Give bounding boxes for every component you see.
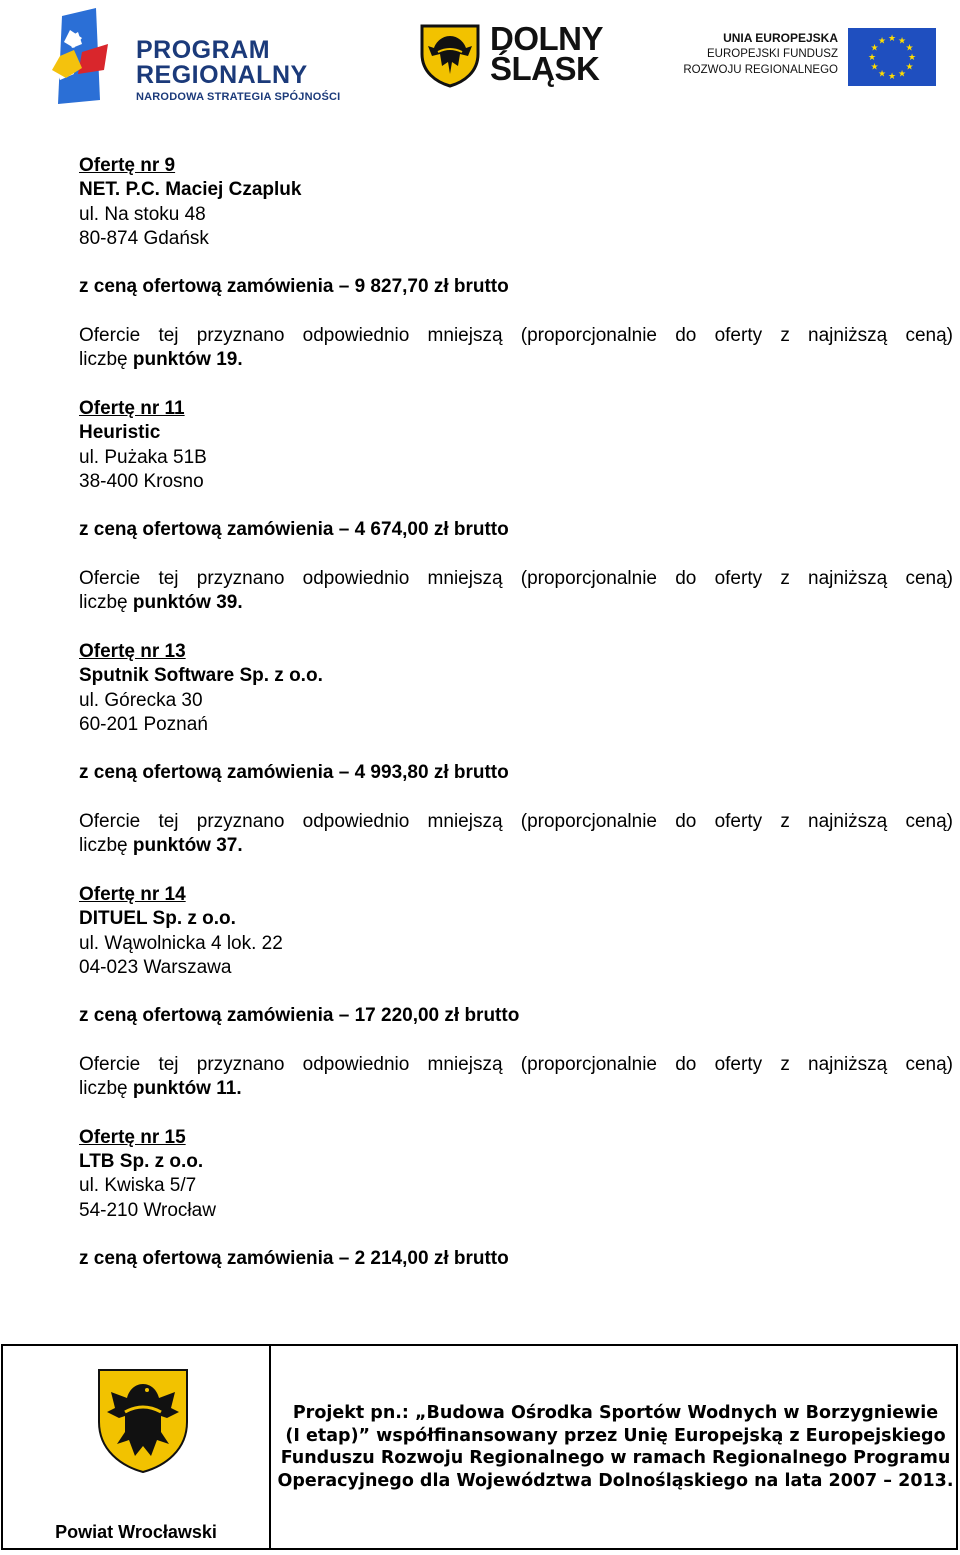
project-line: Funduszu Rozwoju Regionalnego w ramach Regionalnego Programu: [280, 1448, 951, 1468]
program-regionalny-emblem-icon: [52, 8, 136, 108]
offer-block: [79, 640, 953, 883]
offer-price: z ceną ofertową zamówienia – 9 827,70 zł brutto: [79, 276, 509, 298]
dolny-slask-logo: [418, 22, 618, 92]
offer-number: Ofertę nr 9: [79, 155, 176, 176]
page-header: [0, 0, 960, 120]
svg-text:★: ★: [907, 53, 917, 63]
svg-text:★: ★: [870, 62, 879, 73]
offer-price: z ceną ofertową zamówienia – 4 993,80 zł brutto: [79, 762, 509, 784]
svg-text:★: ★: [897, 69, 907, 80]
offer-company: Heuristic: [79, 422, 161, 444]
eu-fund-line: EUROPEJSKI FUNDUSZ: [707, 48, 838, 60]
offer-points-text: Ofercie tej przyznano odpowiednio mniejszą (proporcjonalnie do oferty z najniższą ceną): [79, 325, 953, 347]
svg-text:★: ★: [905, 43, 914, 54]
offer-block: [79, 397, 953, 640]
svg-text:★: ★: [887, 72, 897, 82]
offer-number: Ofertę nr 13: [79, 640, 186, 662]
offer-points-value: punktów 37.: [132, 835, 243, 857]
svg-text:★: ★: [887, 34, 897, 44]
project-description: [271, 1402, 960, 1492]
eu-title: UNIA EUROPEJSKA: [723, 31, 838, 45]
svg-text:★: ★: [877, 69, 887, 80]
eu-flag-icon: [848, 28, 936, 86]
offer-points-prefix: liczbę: [79, 592, 128, 614]
offer-city: 54-210 Wrocław: [79, 1199, 216, 1221]
offer-street: ul. Pużaka 51B: [79, 446, 207, 468]
eu-fund-logo: [678, 28, 938, 88]
offer-company: DITUEL Sp. z o.o.: [79, 908, 236, 930]
offer-block: [79, 883, 953, 1126]
offer-points-text: Ofercie tej przyznano odpowiednio mniejszą (proporcjonalnie do oferty z najniższą ceną): [79, 568, 953, 590]
eu-development-line: ROZWOJU REGIONALNEGO: [683, 64, 838, 76]
program-title-line1: PROGRAM: [136, 36, 271, 64]
svg-text:★: ★: [897, 36, 907, 47]
offer-points-value: punktów 19.: [132, 349, 243, 371]
program-regionalny-logo: [52, 8, 362, 108]
offer-company: NET. P.C. Maciej Czapluk: [79, 179, 302, 201]
offer-block: [79, 154, 953, 397]
dolny-slask-shield-icon: [418, 22, 482, 88]
project-line: Projekt pn.: „Budowa Ośrodka Sportów Wodnych w Borzygniewie: [292, 1403, 939, 1423]
project-line: Operacyjnego dla Województwa Dolnośląskiego na lata 2007 – 2013.: [277, 1470, 954, 1491]
region-name-line1: DOLNY: [490, 20, 603, 57]
offer-points-prefix: liczbę: [79, 1078, 128, 1100]
offer-points-text: Ofercie tej przyznano odpowiednio mniejszą (proporcjonalnie do oferty z najniższą ceną): [79, 811, 953, 833]
offer-city: 38-400 Krosno: [79, 470, 204, 492]
page-footer: [1, 1344, 958, 1550]
offer-company: Sputnik Software Sp. z o.o.: [79, 665, 323, 687]
offer-points: [79, 348, 953, 372]
offer-city: 04-023 Warszawa: [79, 956, 232, 978]
offer-points: [79, 591, 953, 615]
offer-points-prefix: liczbę: [79, 349, 128, 371]
offer-points-text: Ofercie tej przyznano odpowiednio mniejszą (proporcjonalnie do oferty z najniższą ceną): [79, 1053, 953, 1075]
offer-street: ul. Wąwolnicka 4 lok. 22: [79, 932, 283, 954]
project-line: (I etap)” współfinansowany przez Unię Europejską z Europejskiego: [285, 1425, 946, 1446]
svg-text:★: ★: [877, 36, 887, 47]
offer-city: 80-874 Gdańsk: [79, 227, 209, 249]
svg-text:★: ★: [905, 62, 914, 73]
offer-points: [79, 834, 953, 858]
offer-city: 60-201 Poznań: [79, 713, 208, 735]
offer-number: Ofertę nr 11: [79, 397, 185, 419]
offer-number: Ofertę nr 14: [79, 883, 186, 905]
offer-price: z ceną ofertową zamówienia – 4 674,00 zł brutto: [79, 519, 509, 541]
offer-points-prefix: liczbę: [79, 835, 128, 857]
offer-block: [79, 1126, 953, 1272]
offer-street: ul. Na stoku 48: [79, 203, 206, 225]
offer-points-value: punktów 11.: [132, 1078, 242, 1100]
offer-street: ul. Kwiska 5/7: [79, 1175, 197, 1197]
program-title-line2: REGIONALNY: [136, 61, 308, 89]
powiat-eagle-crest-icon: [95, 1366, 191, 1476]
offer-points: [79, 1077, 953, 1101]
svg-text:★: ★: [867, 53, 877, 63]
offer-street: ul. Górecka 30: [79, 689, 203, 711]
powiat-label: Powiat Wrocławski: [55, 1522, 217, 1542]
offer-price: z ceną ofertową zamówienia – 17 220,00 zł brutto: [79, 1005, 520, 1027]
offer-price: z ceną ofertową zamówienia – 2 214,00 zł brutto: [79, 1248, 509, 1270]
offer-company: LTB Sp. z o.o.: [79, 1151, 204, 1173]
offer-number: Ofertę nr 15: [79, 1126, 186, 1148]
offers-section: [79, 154, 953, 1272]
offer-points-value: punktów 39.: [132, 592, 243, 614]
svg-text:★: ★: [870, 43, 879, 54]
program-subtitle: NARODOWA STRATEGIA SPÓJNOŚCI: [136, 91, 341, 103]
region-name-line2: ŚLĄSK: [490, 50, 600, 87]
